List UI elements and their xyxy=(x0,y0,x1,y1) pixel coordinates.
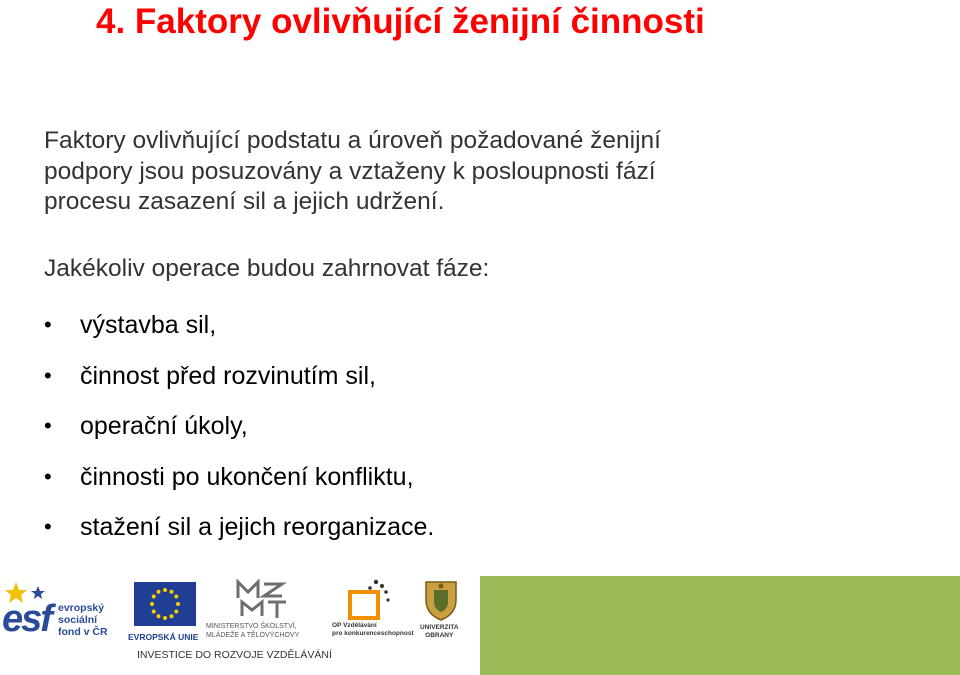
unob-caption-line: OBRANY xyxy=(425,632,454,639)
phase-list xyxy=(44,300,434,553)
bullet-icon: • xyxy=(44,514,52,539)
op-dots-icon xyxy=(346,578,398,620)
bullet-icon: • xyxy=(44,413,52,438)
bullet-icon: • xyxy=(44,362,52,388)
op-logo xyxy=(332,578,416,644)
esf-logo xyxy=(2,580,124,644)
msmt-caption-line: MINISTERSTVO ŠKOLSTVÍ, xyxy=(206,623,297,630)
list-item-text: operační úkoly, xyxy=(80,412,248,440)
list-item xyxy=(44,502,434,553)
investice-slogan: INVESTICE DO ROZVOJE VZDĚLÁVÁNÍ xyxy=(137,649,332,661)
logo-footer xyxy=(0,576,960,675)
msmt-caption xyxy=(206,622,299,640)
esf-caption-line: sociální xyxy=(58,614,98,626)
op-caption xyxy=(332,622,414,638)
unob-crest-icon xyxy=(420,578,462,622)
list-item xyxy=(44,452,434,503)
intro-paragraph xyxy=(44,126,924,218)
list-item xyxy=(44,401,434,452)
list-item-text: činnost před rozvinutím sil, xyxy=(80,361,376,390)
intro-line: procesu zasazení sil a jejich udržení. xyxy=(44,188,445,215)
eu-logo xyxy=(128,582,200,644)
green-band xyxy=(480,576,960,675)
op-caption-line: OP Vzdělávání xyxy=(332,622,377,629)
list-item-text: činnosti po ukončení konfliktu, xyxy=(80,462,414,491)
list-item xyxy=(44,351,434,402)
msmt-caption-line: MLÁDEŽE A TĚLOVÝCHOVY xyxy=(206,632,300,639)
esf-mark: esf xyxy=(2,598,51,640)
slide-title: 4. Faktory ovlivňující ženijní činnosti xyxy=(96,2,705,41)
msmt-logo xyxy=(204,578,330,644)
unob-caption xyxy=(420,624,459,640)
bullet-icon: • xyxy=(44,463,52,489)
eu-caption: EVROPSKÁ UNIE xyxy=(128,632,199,642)
bullet-icon: • xyxy=(44,312,52,337)
msmt-monogram-icon xyxy=(234,578,314,620)
esf-caption-line: evropský xyxy=(58,602,105,614)
list-item-text: výstavba sil, xyxy=(80,311,217,339)
intro-line: Faktory ovlivňující podstatu a úroveň požadované ženijní xyxy=(44,127,661,154)
op-caption-line: pro konkurenceschopnost xyxy=(332,630,414,637)
unob-logo xyxy=(418,578,466,644)
eu-flag-icon xyxy=(134,582,196,626)
esf-caption xyxy=(58,602,108,638)
intro-line: podpory jsou posuzovány a vztaženy k posloupnosti fází xyxy=(44,157,656,185)
lead-text: Jakékoliv operace budou zahrnovat fáze: xyxy=(44,255,490,282)
list-item-text: stažení sil a jejich reorganizace. xyxy=(80,513,435,541)
unob-caption-line: UNIVERZITA xyxy=(420,624,459,631)
esf-caption-line: fond v ČR xyxy=(58,626,108,638)
list-item xyxy=(44,300,434,351)
